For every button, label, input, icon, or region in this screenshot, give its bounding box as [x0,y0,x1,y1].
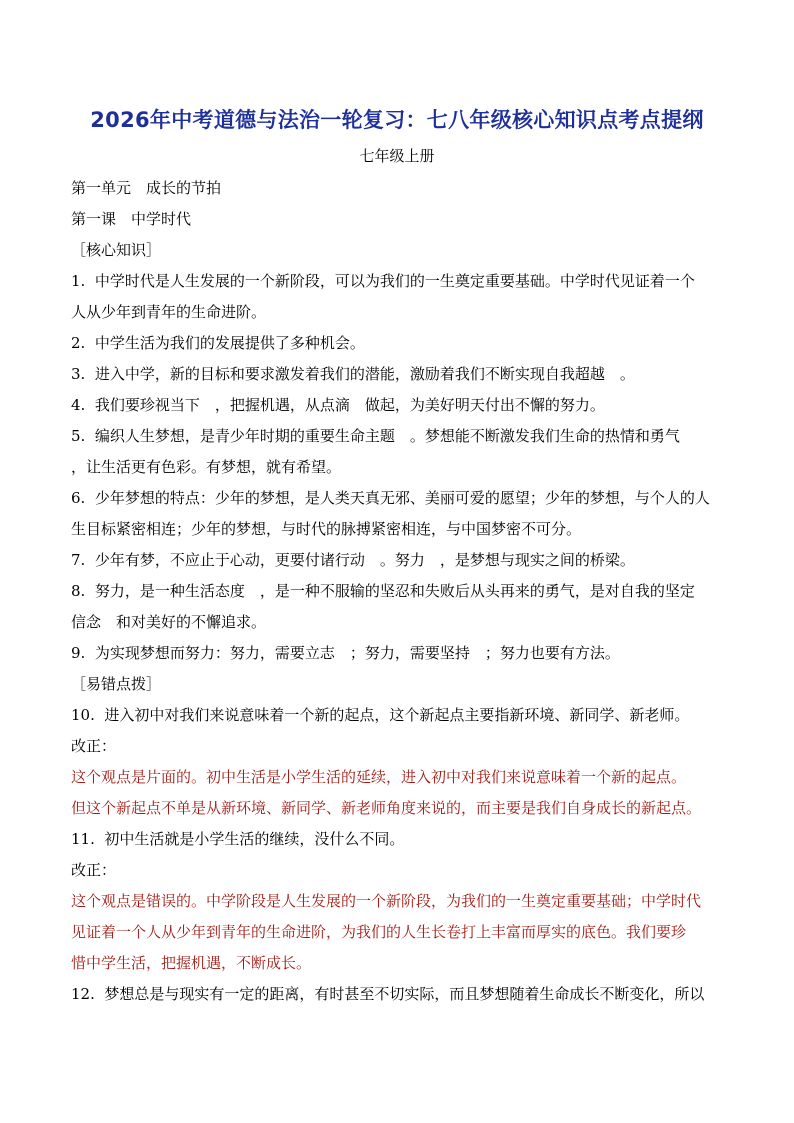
text-line: 第一单元 成长的节拍 [71,179,222,197]
text-line: 改正： [71,861,117,879]
text-line: 生目标紧密相连；少年的梦想，与时代的脉搏紧密相连，与中国梦密不可分。 [71,520,582,538]
correction-text-line: 见证着一个人从少年到青年的生命进阶，为我们的人生长卷打上丰富而厚实的底色。我们要珍 [71,923,687,941]
text-line: 3. 进入中学，新的目标和要求激发着我们的潜能，激励着我们不断实现自我超越 。 [71,365,635,383]
text-line: 2. 中学生活为我们的发展提供了多种机会。 [71,334,365,352]
text-line: 1. 中学时代是人生发展的一个新阶段，可以为我们的一生奠定重要基础。中学时代见证着一个 [71,272,695,290]
correction-text-line: 这个观点是片面的。初中生活是小学生活的延续，进入初中对我们来说意味着一个新的起点。 [71,768,687,786]
text-line: 7. 少年有梦，不应止于心动，更要付诸行动 。努力 ，是梦想与现实之间的桥梁。 [71,551,635,569]
correction-text-line: 这个观点是错误的。中学阶段是人生发展的一个新阶段，为我们的一生奠定重要基础；中学时代 [71,892,702,910]
text-line: 第一课 中学时代 [71,210,192,228]
text-line: 4. 我们要珍视当下 ，把握机遇，从点滴 做起，为美好明天付出不懈的努力。 [71,396,605,414]
text-line: 11. 初中生活就是小学生活的继续，没什么不同。 [71,830,405,848]
document-title: 2026年中考道德与法治一轮复习：七八年级核心知识点考点提纲 [90,108,704,132]
text-line: ［核心知识］ [71,241,162,259]
document-body [71,173,723,1010]
text-line: 12. 梦想总是与现实有一定的距离，有时甚至不切实际，而且梦想随着生命成长不断变化，所以 [71,985,705,1003]
text-line: 10. 进入初中对我们来说意味着一个新的起点，这个新起点主要指新环境、新同学、新老师。 [71,706,690,724]
correction-text-line: 惜中学生活，把握机遇，不断成长。 [71,954,312,972]
text-line: 5. 编织人生梦想，是青少年时期的重要生命主题 。梦想能不断激发我们生命的热情和勇气 [71,427,680,445]
text-line: 改正： [71,737,117,755]
text-line: ，让生活更有色彩。有梦想，就有希望。 [71,458,342,476]
text-line: ［易错点拨］ [71,675,162,693]
text-line: 6. 少年梦想的特点：少年的梦想，是人类天真无邪、美丽可爱的愿望；少年的梦想，与个人的人 [71,489,710,507]
text-line: 人从少年到青年的生命进阶。 [71,303,267,321]
text-line: 9. 为实现梦想而努力：努力，需要立志 ；努力，需要坚持 ；努力也要有方法。 [71,644,620,662]
correction-text-line: 但这个新起点不单是从新环境、新同学、新老师角度来说的，而主要是我们自身成长的新起点。 [71,799,702,817]
text-line: 8. 努力，是一种生活态度 ，是一种不服输的坚忍和失败后从头再来的勇气，是对自我的坚定 [71,582,695,600]
document-subtitle: 七年级上册 [359,147,435,165]
text-line: 信念 和对美好的不懈追求。 [71,613,267,631]
